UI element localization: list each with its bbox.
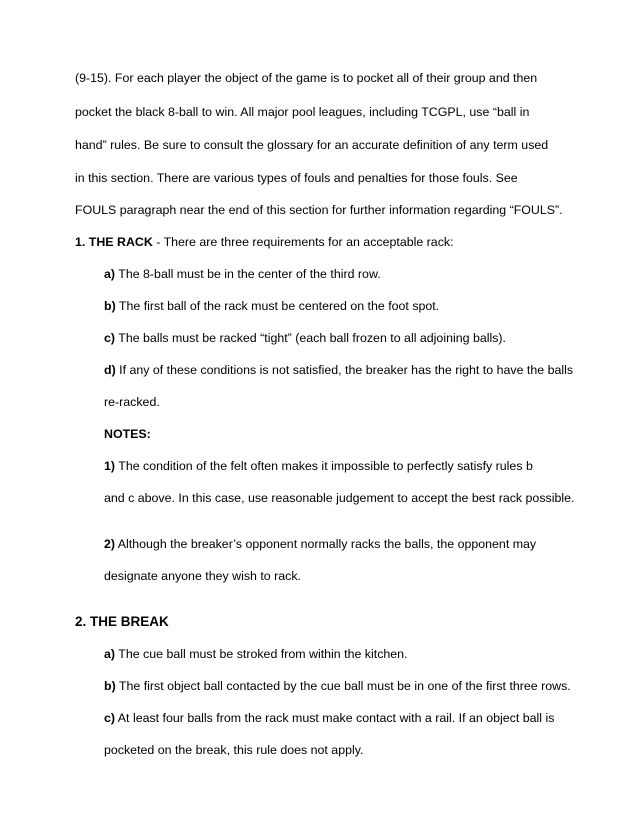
rack-heading-rest: - There are three requirements for an acceptable rack: [152,235,454,249]
break-item-b [104,678,571,694]
note-1-label: 1) [104,459,116,473]
note-1 [104,458,533,474]
break-item-a-label: a) [104,647,116,661]
rack-heading-line [75,234,454,250]
rack-item-b [104,298,439,314]
intro-line-2: pocket the black 8-ball to win. All major pool leagues, including TCGPL, use “ball in [75,105,530,119]
break-item-c [104,710,554,726]
rack-item-d-text: If any of these conditions is not satisfied, the breaker has the right to have the balls [115,363,574,377]
break-item-b-text: The first object ball contacted by the cue ball must be in one of the first three rows. [115,679,571,693]
rack-item-a [104,266,381,282]
rack-item-a-label: a) [104,267,116,281]
note-2-cont: designate anyone they wish to rack. [104,569,301,583]
break-item-a-text: The cue ball must be stroked from within the kitchen. [115,647,408,661]
intro-line-1: (9-15). For each player the object of the game is to pocket all of their group and then [75,71,538,85]
rack-item-b-text: The first ball of the rack must be centered on the foot spot. [115,299,440,313]
note-2-label: 2) [104,537,116,551]
break-item-c-text: At least four balls from the rack must make contact with a rail. If an object ball is [115,711,555,725]
rack-item-c [104,330,506,346]
rack-item-d-label: d) [104,363,116,377]
rack-item-d-cont: re-racked. [104,395,160,409]
note-1-cont: and c above. In this case, use reasonable judgement to accept the best rack possible. [104,491,575,505]
break-item-b-label: b) [104,679,116,693]
rack-item-b-label: b) [104,299,116,313]
rack-item-d [104,362,573,378]
intro-line-4: in this section. There are various types of fouls and penalties for those fouls. See [75,171,518,185]
break-heading: 2. THE BREAK [75,614,169,629]
rack-item-c-text: The balls must be racked “tight” (each ball frozen to all adjoining balls). [115,331,506,345]
rack-item-a-text: The 8-ball must be in the center of the third row. [115,267,381,281]
note-1-text: The condition of the felt often makes it impossible to perfectly satisfy rules b [115,459,533,473]
notes-label: NOTES: [104,427,151,441]
note-2-text: Although the breaker’s opponent normally racks the balls, the opponent may [115,537,537,551]
break-item-c-label: c) [104,711,116,725]
rack-heading: 1. THE RACK [75,235,153,249]
intro-line-5: FOULS paragraph near the end of this section for further information regarding “FOULS”. [75,203,563,217]
intro-line-3: hand” rules. Be sure to consult the glossary for an accurate definition of any term used [75,138,549,152]
note-2 [104,536,536,552]
break-item-a [104,646,408,662]
break-item-c-cont: pocketed on the break, this rule does not apply. [104,743,364,757]
rack-item-c-label: c) [104,331,116,345]
